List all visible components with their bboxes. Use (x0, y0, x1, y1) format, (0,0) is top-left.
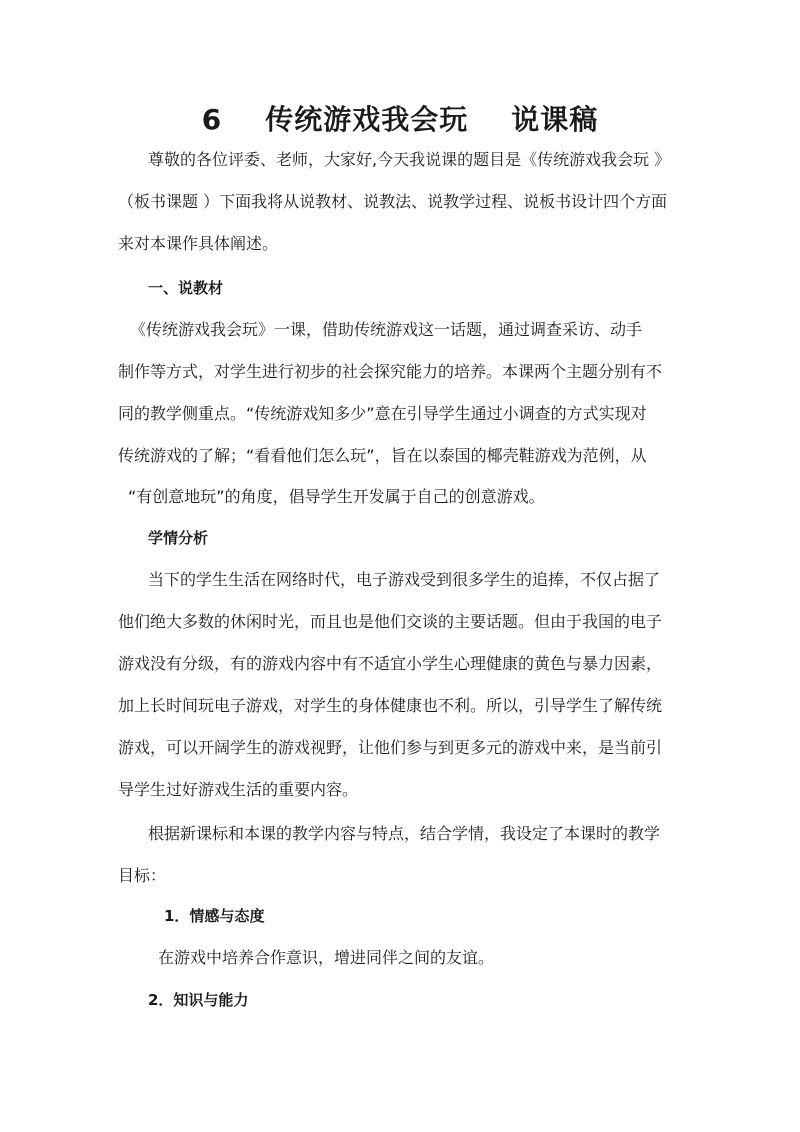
section-heading-textbook: 一、说教材 (148, 279, 224, 297)
section2-line-2: 他们绝大多数的休闲时光，而且也是他们交谈的主要话题。但由于我国的电子 (118, 612, 663, 631)
section2-line-5: 游戏，可以开阔学生的游戏视野，让他们参与到更多元的游戏中来，是当前引 (118, 738, 663, 757)
goals-intro-line-1: 根据新课标和本课的教学内容与特点，结合学情，我设定了本课时的教学 (148, 824, 661, 843)
goal2-heading: 2．知识与能力 (148, 991, 249, 1009)
section1-line-3: 同的教学侧重点。“传统游戏知多少”意在引导学生通过小调查的方式实现对 (118, 404, 647, 423)
intro-line-2: （板书课题 ）下面我将从说教材、说教法、说教学过程、说板书设计四个方面 (118, 192, 668, 211)
section1-line-5: “有创意地玩”的角度，倡导学生开发属于自己的创意游戏。 (128, 487, 545, 506)
section1-line-2: 制作等方式，对学生进行初步的社会探究能力的培养。本课两个主题分别有不 (118, 362, 663, 381)
section-heading-learner-analysis: 学情分析 (148, 529, 209, 547)
section1-line-1: 《传统游戏我会玩》一课，借助传统游戏这一话题，通过调查采访、动手 (130, 320, 643, 339)
section2-line-1: 当下的学生生活在网络时代，电子游戏受到很多学生的追捧，不仅占据了 (148, 570, 661, 589)
section1-line-4: 传统游戏的了解；“看看他们怎么玩”，旨在以泰国的椰壳鞋游戏为范例，从 (118, 446, 647, 465)
section2-line-6: 导学生过好游戏生活的重要内容。 (118, 780, 359, 799)
document-title: 6 传统游戏我会玩 说课稿 (201, 103, 599, 136)
section2-line-4: 加上长时间玩电子游戏，对学生的身体健康也不利。所以，引导学生了解传统 (118, 696, 663, 715)
goals-intro-line-2: 目标： (118, 866, 167, 885)
goal1-text: 在游戏中培养合作意识，增进同伴之间的友谊。 (158, 948, 495, 967)
intro-line-1: 尊敬的各位评委、老师，大家好,今天我说课的题目是《传统游戏我会玩 》 (148, 150, 671, 169)
section2-line-3: 游戏没有分级，有的游戏内容中有不适宜小学生心理健康的黄色与暴力因素， (118, 654, 663, 673)
goal1-heading: 1．情感与态度 (164, 907, 265, 925)
intro-line-3: 来对本课作具体阐述。 (118, 234, 279, 253)
